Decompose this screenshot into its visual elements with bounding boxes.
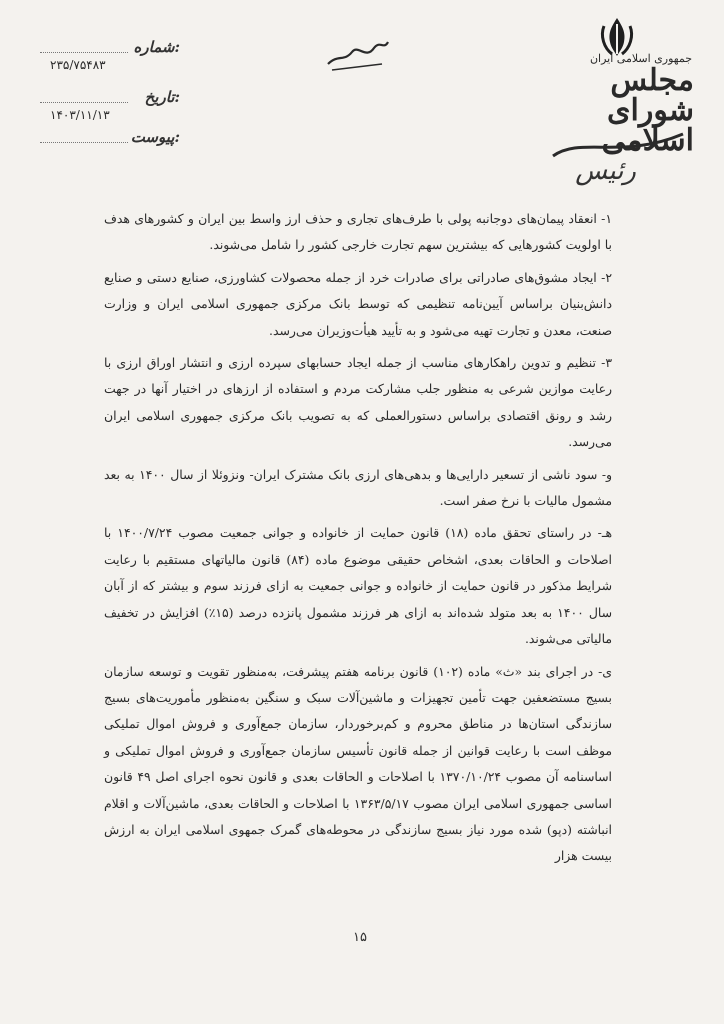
attachment-label: پیوست: xyxy=(130,128,180,146)
number-dotted-line xyxy=(40,52,128,53)
paragraph: ی- در اجرای بند «ث» ماده (۱۰۲) قانون برنامه هفتم پیشرفت، به‌منظور تقویت و توسعه سازمان بسیج مستضعفین جهت تأمین تجهیزات و ماشین‌آلات سبک و سنگین به‌منظور مأموریت‌های بسیج سازندگی استان‌ها در مناطق محروم و کم‌برخوردار، سازمان جمع‌آوری و فروش اموال تملیکی موظف است با رعایت قوانین از جمله قانون تأسیس سازمان جمع‌آوری و فروش اموال تملیکی و اساسنامه آن مصوب ۱۳۷۰/۱۰/۲۴ با اصلاحات و الحاقات بعدی و قانون نحوه اجرای اصل ۴۹ قانون اساسی جمهوری اسلامی ایران مصوب ۱۳۶۳/۵/۱۷ با اصلاحات و الحاقات بعدی، ماشین‌آلات و اقلام انباشته (دپو) شده مورد نیاز بسیج سازندگی در محوطه‌های گمرک جمهوی اسلامی ایران به ارزش بیست هزار xyxy=(104,663,612,864)
date-row xyxy=(40,88,180,128)
number-value: ۲۳۵/۷۵۴۸۳ xyxy=(50,58,106,72)
paragraph: ۲- ایجاد مشوق‌های صادراتی برای صادرات خرد از جمله محصولات کشاورزی، صنایع دستی و صنایع دانش‌بنیان براساس آیین‌نامه تنظیمی که توسط بانک مرکزی جمهوری اسلامی ایران و وزارت صنعت، معدن و تجارت تهیه می‌شود و به تأیید هیأت‌وزیران می‌رسد. xyxy=(104,269,612,338)
number-label: شماره: xyxy=(133,38,180,56)
org-logo-text: مجلس شورای اسلامی xyxy=(601,63,694,158)
attachment-row xyxy=(40,128,180,168)
motto-calligraphy xyxy=(322,34,392,74)
motto-calligraphy-mark xyxy=(322,34,392,74)
page-number: ۱۵ xyxy=(353,930,367,945)
paragraph: و- سود ناشی از تسعیر دارایی‌ها و بدهی‌های ارزی بانک مشترک ایران- ونزوئلا از سال ۱۴۰۰ به بعد مشمول مالیات با نرخ صفر است. xyxy=(104,466,612,509)
org-country-label: جمهوری اسلامی ایران xyxy=(589,52,692,65)
date-label: تاریخ: xyxy=(144,88,180,106)
paragraph: ۳- تنظیم و تدوین راهکارهای مناسب از جمله ایجاد حسابهای سپرده ارزی و انتشار اوراق ارزی با رعایت موازین شرعی به منظور جلب مشارکت مردم و استفاده از ارزهای در اختیار آنها در جهت رشد و رونق اقتصادی براساس دستورالعملی که به تصویب بانک مرکزی جمهوری اسلامی ایران می‌رسد. xyxy=(104,355,612,450)
date-value: ۱۴۰۳/۱۱/۱۳ xyxy=(50,108,110,122)
role-title: رئیس xyxy=(575,156,636,186)
paragraph: هـ- در راستای تحقق ماده (۱۸) قانون حمایت از خانواده و جوانی جمعیت مصوب ۱۴۰۰/۷/۲۴ با اصلاحات و الحاقات بعدی، اشخاص حقیقی موضوع ماده (۸۴) قانون مالیاتهای مستقیم با رعایت شرایط مذکور در قانون حمایت از خانواده و جوانی جمعیت به ازای فرزند سوم و بیشتر که از آبان سال ۱۴۰۰ به بعد متولد شده‌اند به ازای هر فرزند مشمول پانزده درصد (۱۵٪) افزایش در تخفیف مالیاتی می‌شوند. xyxy=(104,525,612,647)
paragraph: ۱- انعقاد پیمان‌های دوجانبه پولی با طرف‌های تجاری و حذف ارز واسط بین ایران و کشورهای هدف با اولویت کشورهایی که بیشترین سهم تجارت خارجی کشور را شامل می‌شوند. xyxy=(104,211,612,253)
number-row xyxy=(40,38,180,78)
attachment-dotted-line xyxy=(40,142,128,143)
letter-body xyxy=(104,206,612,870)
date-dotted-line xyxy=(40,102,128,103)
